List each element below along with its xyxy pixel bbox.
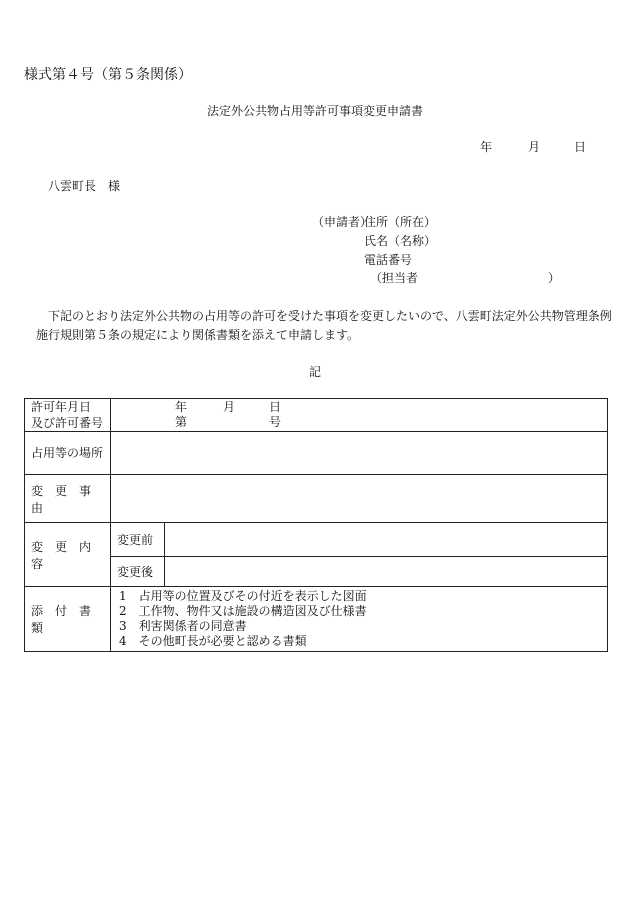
application-table — [24, 398, 608, 652]
content-label: 変 更 内 容 — [25, 523, 111, 587]
permit-value-cell[interactable] — [111, 399, 608, 432]
attachment-item: 3 利害関係者の同意書 — [119, 619, 247, 633]
location-label: 占用等の場所 — [25, 432, 111, 475]
body-text-line-1: 下記のとおり法定外公共物の占用等の許可を受けた事項を変更したいので、八雲町法定外公共物管理条例 — [48, 309, 612, 323]
content-after-row — [25, 557, 608, 587]
permit-number-prefix: 第 — [175, 415, 188, 429]
content-before-row — [25, 523, 608, 557]
location-row — [25, 432, 608, 475]
body-text-line-2: 施行規則第５条の規定により関係書類を添えて申請します。 — [36, 328, 360, 342]
applicant-phone-label: 電話番号 — [364, 253, 413, 267]
attachment-item: 2 工作物、物件又は施設の構造図及び仕様書 — [119, 604, 367, 618]
location-value-cell[interactable] — [111, 432, 608, 475]
form-number: 様式第４号（第５条関係） — [24, 67, 192, 83]
applicant-contact-close: ） — [548, 271, 561, 285]
permit-day-label: 日 — [269, 400, 282, 414]
ki-heading: 記 — [308, 365, 321, 379]
permit-number-suffix: 号 — [269, 415, 282, 429]
date-month-label: 月 — [528, 140, 541, 154]
attachment-item: 4 その他町長が必要と認める書類 — [119, 634, 307, 648]
applicant-contact-label: （担当者 — [370, 271, 419, 285]
applicant-name-label: 氏名（名称） — [364, 234, 437, 248]
after-value-cell[interactable] — [165, 557, 608, 587]
permit-label-line-1: 許可年月日 — [31, 400, 92, 414]
reason-value-cell[interactable] — [111, 475, 608, 523]
before-value-cell[interactable] — [165, 523, 608, 557]
attachments-label: 添 付 書 類 — [25, 587, 111, 652]
permit-row — [25, 399, 608, 432]
date-day-label: 日 — [574, 140, 587, 154]
attachments-row — [25, 587, 608, 652]
date-year-label: 年 — [480, 140, 493, 154]
permit-month-label: 月 — [223, 400, 236, 414]
attachment-item: 1 占用等の位置及びその付近を表示した図面 — [119, 589, 367, 603]
applicant-address-label: 住所（所在） — [364, 215, 437, 229]
applicant-role-label: （申請者） — [312, 215, 373, 229]
after-label: 変更後 — [111, 557, 165, 587]
permit-label-line-2: 及び許可番号 — [31, 416, 104, 430]
reason-row — [25, 475, 608, 523]
permit-year-label: 年 — [175, 400, 188, 414]
reason-label: 変 更 事 由 — [25, 475, 111, 523]
before-label: 変更前 — [111, 523, 165, 557]
document-title: 法定外公共物占用等許可事項変更申請書 — [206, 104, 423, 118]
attachments-list — [111, 587, 608, 652]
permit-label-cell — [25, 399, 111, 432]
addressee: 八雲町長 様 — [48, 179, 121, 193]
